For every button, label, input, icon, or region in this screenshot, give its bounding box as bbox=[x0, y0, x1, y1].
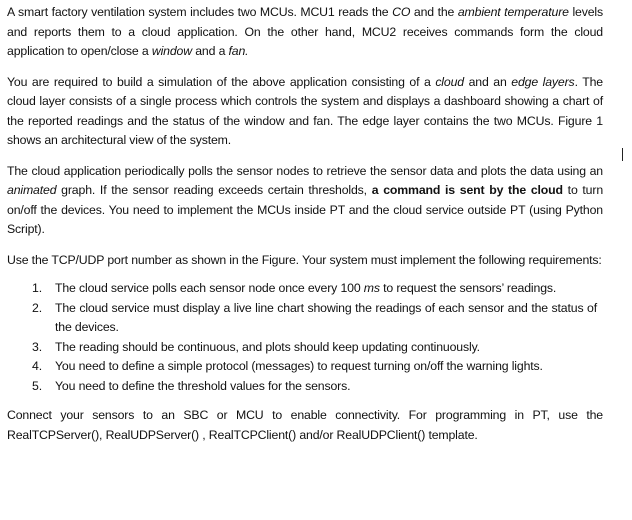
paragraph-polling bbox=[7, 162, 603, 240]
requirement-number: 2. bbox=[32, 300, 42, 315]
document-body bbox=[7, 3, 603, 456]
text-run: and an bbox=[463, 74, 512, 89]
bold-phrase: a command is sent by the cloud bbox=[371, 183, 563, 197]
requirement-item bbox=[7, 377, 603, 397]
requirement-number: 4. bbox=[32, 359, 42, 373]
requirement-text bbox=[55, 359, 543, 373]
text-run: A smart factory ventilation system includes two MCUs. MCU1 reads the bbox=[7, 5, 393, 19]
paragraph-layers bbox=[7, 73, 603, 151]
requirement-number: 1. bbox=[32, 281, 42, 295]
requirement-text bbox=[55, 379, 350, 393]
text-run: The cloud service polls each sensor node once every 100 bbox=[55, 281, 364, 295]
text-run: to turn on/off the devices. You need to implement the MCUs inside PT and the cloud service outside PT (using Python Script). bbox=[7, 183, 604, 236]
text-run: You are required to build a simulation of the above application consisting of a bbox=[7, 74, 436, 89]
requirement-number: 5. bbox=[32, 378, 42, 393]
text-run: The cloud service must display a live line chart showing the readings of each sensor and the status of the devices. bbox=[55, 300, 597, 334]
italic-term: edge layers bbox=[511, 74, 575, 89]
text-run: The cloud application periodically polls the sensor nodes to retrieve the sensor data and plots the data using an bbox=[7, 163, 603, 178]
requirement-item bbox=[7, 299, 603, 338]
italic-term: fan. bbox=[228, 44, 249, 58]
italic-term: animated bbox=[7, 183, 57, 197]
requirement-item bbox=[7, 357, 603, 377]
italic-term: cloud bbox=[435, 74, 464, 89]
requirements-list bbox=[7, 279, 603, 396]
requirement-text bbox=[55, 281, 556, 295]
requirement-text bbox=[55, 340, 480, 354]
paragraph-port-requirements bbox=[7, 251, 603, 271]
text-cursor bbox=[622, 148, 623, 161]
text-run: The reading should be continuous, and plots should keep updating continuously. bbox=[55, 339, 480, 354]
text-run: and the bbox=[410, 5, 458, 19]
requirement-item bbox=[7, 279, 603, 299]
paragraph-connectivity bbox=[7, 406, 603, 445]
requirement-item bbox=[7, 338, 603, 358]
text-run: graph. If the sensor reading exceeds certain thresholds, bbox=[56, 183, 372, 197]
requirement-text bbox=[55, 301, 597, 335]
italic-term: window bbox=[151, 44, 192, 58]
text-run: levels and reports them to a cloud application. On the other hand, MCU2 receives commands form the cloud application to open/close a bbox=[7, 5, 603, 58]
paragraph-intro bbox=[7, 3, 603, 62]
italic-term: ambient temperature bbox=[457, 5, 569, 19]
requirement-number: 3. bbox=[32, 339, 42, 354]
text-run: You need to define a simple protocol (messages) to request turning on/off the warning lights. bbox=[55, 359, 543, 373]
text-run: Use the TCP/UDP port number as shown in the Figure. Your system must implement the following requirements: bbox=[7, 252, 602, 267]
text-run: Connect your sensors to an SBC or MCU to enable connectivity. For programming in PT, use the RealTCPServer(), RealUDPServer() , RealTCPClient() and/or RealUDPClient() template. bbox=[7, 408, 603, 442]
text-run: . The cloud layer consists of a single process which controls the system and displays a dashboard showing a chart of the reported readings and the status of the window and fan. The edge layer contains the two MCUs. Figure 1 shows an architectural view of the system. bbox=[7, 74, 603, 147]
text-run: to request the sensors’ readings. bbox=[379, 281, 557, 295]
text-run: and a bbox=[191, 44, 229, 58]
text-run: You need to define the threshold values for the sensors. bbox=[55, 378, 351, 393]
italic-term: CO bbox=[392, 5, 411, 19]
italic-term: ms bbox=[363, 281, 380, 295]
